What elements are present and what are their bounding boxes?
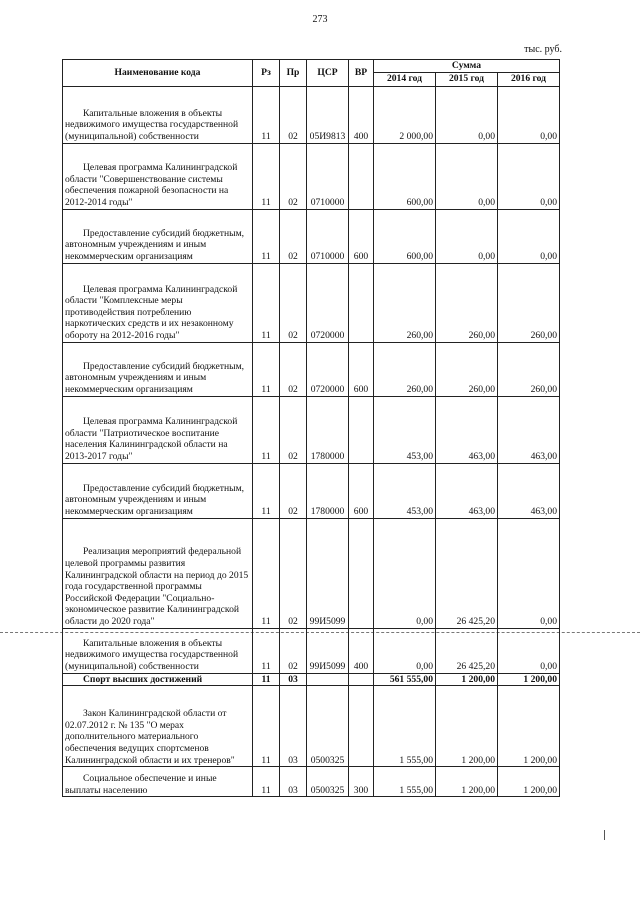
cell-vr: 400: [349, 86, 374, 143]
cell-y2015: 26 425,20: [436, 518, 498, 628]
cell-pr: 02: [280, 342, 307, 396]
cell-name: [63, 767, 253, 797]
cell-y2014: 600,00: [374, 209, 436, 263]
cell-rz: 11: [253, 396, 280, 463]
cell-vr: [349, 263, 374, 342]
header-vr: ВР: [349, 60, 374, 87]
table-row: [63, 263, 560, 342]
cell-pr: 03: [280, 673, 307, 686]
cell-name: [63, 86, 253, 143]
cell-y2014: 600,00: [374, 143, 436, 209]
cell-y2014: 260,00: [374, 263, 436, 342]
cell-y2015: 26 425,20: [436, 628, 498, 673]
cell-vr: 300: [349, 767, 374, 797]
cell-vr: 600: [349, 209, 374, 263]
cell-rz: 11: [253, 342, 280, 396]
cell-csr: 99И5099: [307, 518, 349, 628]
cell-pr: 02: [280, 628, 307, 673]
cell-rz: 11: [253, 143, 280, 209]
cell-csr: 0710000: [307, 209, 349, 263]
cell-pr: 02: [280, 86, 307, 143]
table-row: [63, 463, 560, 518]
cell-csr: 05И9813: [307, 86, 349, 143]
row-name-text: Реализация мероприятий федеральной целевой программы развития Калининградской области на период до 2015 года государственной программы Российской Федерации "Социально-экономическое развитие Калининградской области до 2020 года": [65, 546, 249, 627]
cell-csr: 1780000: [307, 396, 349, 463]
cell-y2014: 453,00: [374, 396, 436, 463]
table-row: [63, 396, 560, 463]
row-name-text: Целевая программа Калининградской области "Совершенствование системы обеспечения пожарной безопасности на 2012-2014 годы": [65, 162, 238, 208]
table-row: [63, 209, 560, 263]
scan-mark: [604, 830, 605, 840]
cell-y2015: 0,00: [436, 86, 498, 143]
cell-pr: 03: [280, 767, 307, 797]
row-name-text: Предоставление субсидий бюджетным, автономным учреждениям и иным некоммерческим организациям: [65, 360, 245, 395]
cell-pr: 02: [280, 463, 307, 518]
cell-csr: 1780000: [307, 463, 349, 518]
cell-y2014: 1 555,00: [374, 767, 436, 797]
cell-csr: 0500325: [307, 767, 349, 797]
cell-y2016: 1 200,00: [498, 686, 560, 767]
row-name-text: Предоставление субсидий бюджетным, автономным учреждениям и иным некоммерческим организациям: [65, 227, 245, 262]
cell-y2015: 260,00: [436, 263, 498, 342]
cell-y2015: 1 200,00: [436, 686, 498, 767]
cell-y2015: 0,00: [436, 143, 498, 209]
header-pr: Пр: [280, 60, 307, 87]
cell-y2015: 1 200,00: [436, 673, 498, 686]
cell-csr: [307, 673, 349, 686]
cell-rz: 11: [253, 767, 280, 797]
cell-y2016: 463,00: [498, 396, 560, 463]
cell-y2014: 1 555,00: [374, 686, 436, 767]
cell-name: [63, 342, 253, 396]
cell-vr: [349, 143, 374, 209]
cell-vr: [349, 518, 374, 628]
header-name: Наименование кода: [63, 60, 253, 87]
cell-rz: 11: [253, 686, 280, 767]
table-row: [63, 686, 560, 767]
cell-y2014: 260,00: [374, 342, 436, 396]
cell-rz: 11: [253, 628, 280, 673]
cell-vr: [349, 686, 374, 767]
cell-y2016: 0,00: [498, 628, 560, 673]
cell-name: [63, 628, 253, 673]
cell-y2016: 1 200,00: [498, 767, 560, 797]
table-row: [63, 143, 560, 209]
row-name-text: Социальное обеспечение и иные выплаты населению: [65, 773, 217, 796]
cell-y2014: 0,00: [374, 518, 436, 628]
cell-rz: 11: [253, 86, 280, 143]
cell-y2016: 0,00: [498, 86, 560, 143]
cell-vr: 400: [349, 628, 374, 673]
cell-y2015: 463,00: [436, 463, 498, 518]
cell-y2014: 453,00: [374, 463, 436, 518]
cell-y2014: 0,00: [374, 628, 436, 673]
cell-rz: 11: [253, 263, 280, 342]
cell-rz: 11: [253, 209, 280, 263]
cell-vr: [349, 673, 374, 686]
cell-vr: 600: [349, 463, 374, 518]
cell-name: [63, 463, 253, 518]
header-year-2015: 2015 год: [436, 72, 498, 86]
cell-pr: 02: [280, 518, 307, 628]
cell-y2016: 0,00: [498, 209, 560, 263]
table-row: [63, 767, 560, 797]
cell-pr: 03: [280, 686, 307, 767]
header-year-2016: 2016 год: [498, 72, 560, 86]
cell-y2016: 463,00: [498, 463, 560, 518]
units-label: тыс. руб.: [524, 44, 562, 55]
row-name-text: Капитальные вложения в объекты недвижимого имущества государственной (муниципальной) собственности: [65, 107, 239, 142]
cell-y2014: 561 555,00: [374, 673, 436, 686]
budget-table: [62, 59, 560, 797]
cell-name: [63, 686, 253, 767]
cell-y2014: 2 000,00: [374, 86, 436, 143]
table-row: [63, 628, 560, 673]
cell-rz: 11: [253, 518, 280, 628]
header-csr: ЦСР: [307, 60, 349, 87]
row-name-text: Капитальные вложения в объекты недвижимого имущества государственной (муниципальной) собственности: [65, 637, 239, 672]
header-year-2014: 2014 год: [374, 72, 436, 86]
cell-name: [63, 209, 253, 263]
table-row: [63, 518, 560, 628]
cell-pr: 02: [280, 209, 307, 263]
cell-y2016: 260,00: [498, 263, 560, 342]
row-name-text: Закон Калининградской области от 02.07.2012 г. № 135 "О мерах дополнительного материального обеспечения ведущих спортсменов Калининградской области и их тренеров": [65, 708, 235, 766]
cell-vr: 600: [349, 342, 374, 396]
page-number: 273: [312, 14, 328, 25]
table-row: [63, 86, 560, 143]
cell-y2015: 463,00: [436, 396, 498, 463]
row-name-text: Целевая программа Калининградской области "Патриотическое воспитание населения Калининградской области на 2013-2017 годы": [65, 416, 238, 462]
table-row: [63, 673, 560, 686]
cell-vr: [349, 396, 374, 463]
cell-y2016: 260,00: [498, 342, 560, 396]
cell-csr: 0720000: [307, 263, 349, 342]
cell-csr: 0720000: [307, 342, 349, 396]
cell-pr: 02: [280, 263, 307, 342]
header-sum: Сумма: [374, 60, 560, 73]
header-rz: Рз: [253, 60, 280, 87]
row-name-text: Спорт высших достижений: [83, 673, 203, 685]
cell-name: [63, 673, 253, 686]
cell-name: [63, 263, 253, 342]
cell-pr: 02: [280, 143, 307, 209]
cell-csr: 99И5099: [307, 628, 349, 673]
cell-rz: 11: [253, 673, 280, 686]
cell-y2015: 260,00: [436, 342, 498, 396]
cell-name: [63, 518, 253, 628]
row-name-text: Предоставление субсидий бюджетным, автономным учреждениям и иным некоммерческим организациям: [65, 482, 245, 517]
cell-y2015: 1 200,00: [436, 767, 498, 797]
cell-pr: 02: [280, 396, 307, 463]
cell-csr: 0500325: [307, 686, 349, 767]
cell-y2016: 0,00: [498, 518, 560, 628]
cell-rz: 11: [253, 463, 280, 518]
cell-name: [63, 143, 253, 209]
cell-y2016: 0,00: [498, 143, 560, 209]
cell-name: [63, 396, 253, 463]
cell-y2015: 0,00: [436, 209, 498, 263]
row-name-text: Целевая программа Калининградской области "Комплексные меры противодействия потреблению наркотических средств и их незаконному обороту на 2012-2016 годы": [65, 283, 238, 341]
cell-csr: 0710000: [307, 143, 349, 209]
cell-y2016: 1 200,00: [498, 673, 560, 686]
table-row: [63, 342, 560, 396]
